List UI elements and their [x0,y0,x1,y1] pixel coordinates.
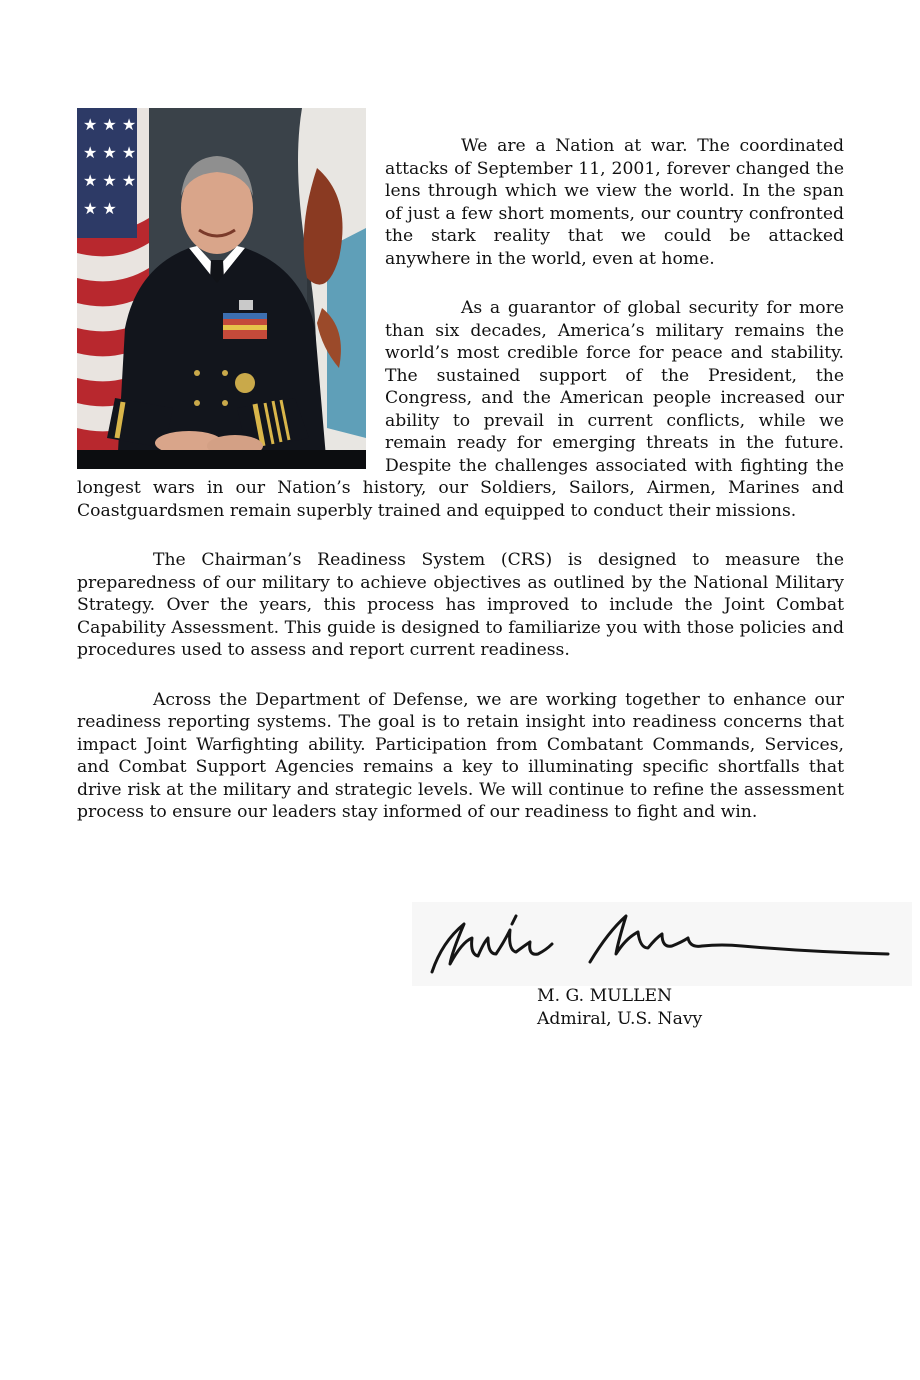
svg-text:★ ★ ★: ★ ★ ★ [83,143,137,162]
paragraph-3: The Chairman’s Readiness System (CRS) is designed to measure the preparedness of our military to achieve objectives as outlined by the National Military Strategy. Over the years, this process has improved to include the Joint Combat Capability Assessment. This guide is designed to familiarize you with those policies and procedures used to assess and report current readiness. [77,550,844,660]
handwritten-signature [412,902,912,986]
signer-title: Admiral, U.S. Navy [537,1008,703,1029]
paragraph-2: As a guarantor of global security for more than six decades, America’s military remains the world’s most credible force for peace and stability. The sustained support of the President, the Congress, and the American people increased our ability to prevail in current conflicts, while we remain ready for emerging threats in the future. Despite the challenges associated with fighting the longest wars in our Nation’s history, our Soldiers, Sailors, Airmen, Marines and Coastguardsmen remain superbly trained and equipped to conduct their missions. [77,298,844,521]
svg-text:★ ★: ★ ★ [83,199,117,218]
letter-body [77,115,844,851]
svg-text:★ ★ ★: ★ ★ ★ [83,115,137,134]
svg-text:★ ★ ★: ★ ★ ★ [83,171,137,190]
paragraph-4: Across the Department of Defense, we are working together to enhance our readiness reporting systems. The goal is to retain insight into readiness concerns that impact Joint Warfighting ability. Participation from Combatant Commands, Services, and Combat Support Agencies remains a key to illuminating specific shortfalls that drive risk at the military and strategic levels. We will continue to refine the assessment process to ensure our leaders stay informed of our readiness to fight and win. [77,689,844,822]
admiral-portrait [77,108,366,469]
signer-name: M. G. MULLEN [537,986,673,1006]
signature-block [537,985,702,1030]
paragraph-1: We are a Nation at war. The coordinated attacks of September 11, 2001, forever changed the lens through which we view the world. In the span of just a few short moments, our country confronted the stark reality that we could be attacked anywhere in the world, even at home. [385,136,844,269]
